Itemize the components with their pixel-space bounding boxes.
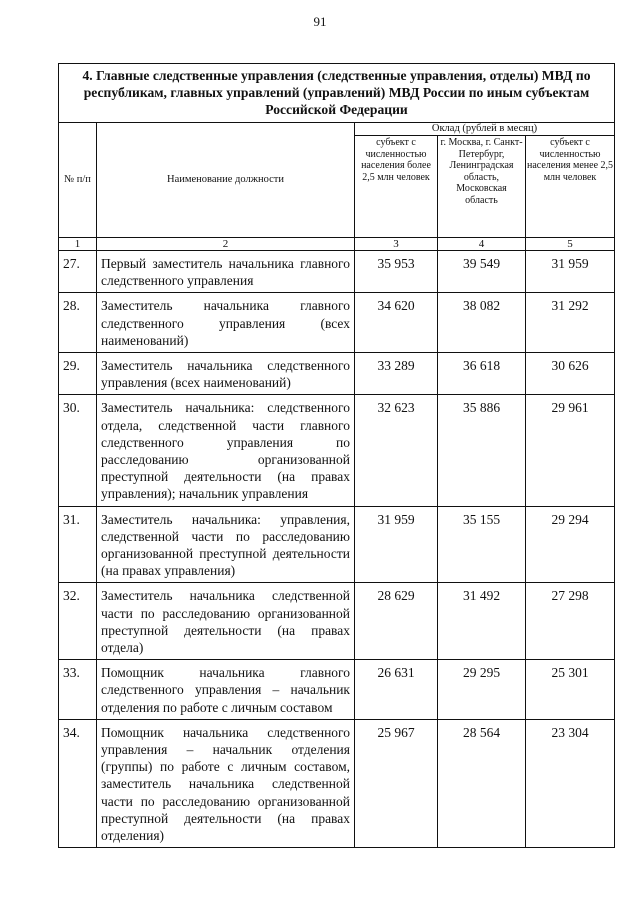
salary-col5: 27 298 <box>526 583 615 660</box>
column-number: 4 <box>438 238 526 251</box>
table-row <box>59 293 615 353</box>
salary-col5: 23 304 <box>526 719 615 847</box>
table-row <box>59 660 615 720</box>
position-name: Помощник начальника главного следственного управления – начальник отделения по работе с личным составом <box>97 660 355 720</box>
salary-col3: 31 959 <box>355 506 438 583</box>
salary-col4: 29 295 <box>438 660 526 720</box>
row-number: 31. <box>59 506 97 583</box>
header-col3: субъект с численностью населения более 2,5 млн человек <box>355 136 438 238</box>
header-num: № п/п <box>59 123 97 238</box>
column-number: 1 <box>59 238 97 251</box>
salary-col5: 25 301 <box>526 660 615 720</box>
header-col5: субъект с численностью населения менее 2,5 млн человек <box>526 136 615 238</box>
table-row <box>59 719 615 847</box>
salary-col3: 35 953 <box>355 251 438 293</box>
salary-col3: 28 629 <box>355 583 438 660</box>
position-name: Заместитель начальника: управления, следственной части по расследованию организованной преступной деятельности (на правах управления) <box>97 506 355 583</box>
salary-col3: 26 631 <box>355 660 438 720</box>
row-number: 28. <box>59 293 97 353</box>
column-number: 3 <box>355 238 438 251</box>
page-number: 91 <box>313 14 327 29</box>
salary-col5: 31 292 <box>526 293 615 353</box>
salary-col4: 35 155 <box>438 506 526 583</box>
table-row <box>59 353 615 395</box>
header-salary: Оклад (рублей в месяц) <box>355 123 615 136</box>
salary-col4: 28 564 <box>438 719 526 847</box>
header-row-1 <box>59 123 615 136</box>
salary-col3: 32 623 <box>355 395 438 506</box>
column-numbers-row <box>59 238 615 251</box>
salary-col3: 34 620 <box>355 293 438 353</box>
row-number: 33. <box>59 660 97 720</box>
row-number: 27. <box>59 251 97 293</box>
salary-col5: 31 959 <box>526 251 615 293</box>
header-col4: г. Москва, г. Санкт-Петербург, Ленинградская область, Московская область <box>438 136 526 238</box>
salary-col5: 29 294 <box>526 506 615 583</box>
table-row <box>59 583 615 660</box>
position-name: Заместитель начальника главного следственного управления (всех наименований) <box>97 293 355 353</box>
position-name: Заместитель начальника следственного управления (всех наименований) <box>97 353 355 395</box>
table-row <box>59 506 615 583</box>
salary-col5: 29 961 <box>526 395 615 506</box>
table-title-row <box>59 64 615 123</box>
position-name: Заместитель начальника: следственного отдела, следственной части главного следственного управления по расследованию организованной преступной деятельности (на правах управления); начальник управления <box>97 395 355 506</box>
salary-col4: 36 618 <box>438 353 526 395</box>
position-name: Заместитель начальника следственной части по расследованию организованной преступной деятельности (на правах отдела) <box>97 583 355 660</box>
position-name: Первый заместитель начальника главного следственного управления <box>97 251 355 293</box>
column-number: 5 <box>526 238 615 251</box>
row-number: 32. <box>59 583 97 660</box>
salary-col3: 33 289 <box>355 353 438 395</box>
salary-table <box>58 63 615 848</box>
salary-col3: 25 967 <box>355 719 438 847</box>
salary-col4: 38 082 <box>438 293 526 353</box>
table-title: 4. Главные следственные управления (следственные управления, отделы) МВД по республикам, главных управлений (управлений) МВД России по иным субъектам Российской Федерации <box>59 64 615 123</box>
salary-col4: 35 886 <box>438 395 526 506</box>
row-number: 29. <box>59 353 97 395</box>
header-position-name: Наименование должности <box>97 123 355 238</box>
table-row <box>59 251 615 293</box>
table-row <box>59 395 615 506</box>
row-number: 30. <box>59 395 97 506</box>
row-number: 34. <box>59 719 97 847</box>
column-number: 2 <box>97 238 355 251</box>
salary-col4: 31 492 <box>438 583 526 660</box>
position-name: Помощник начальника следственного управления – начальник отделения (группы) по работе с личным составом, заместитель начальника следственной части по расследованию организованной преступной деятельности (на правах отделения) <box>97 719 355 847</box>
salary-col5: 30 626 <box>526 353 615 395</box>
salary-col4: 39 549 <box>438 251 526 293</box>
